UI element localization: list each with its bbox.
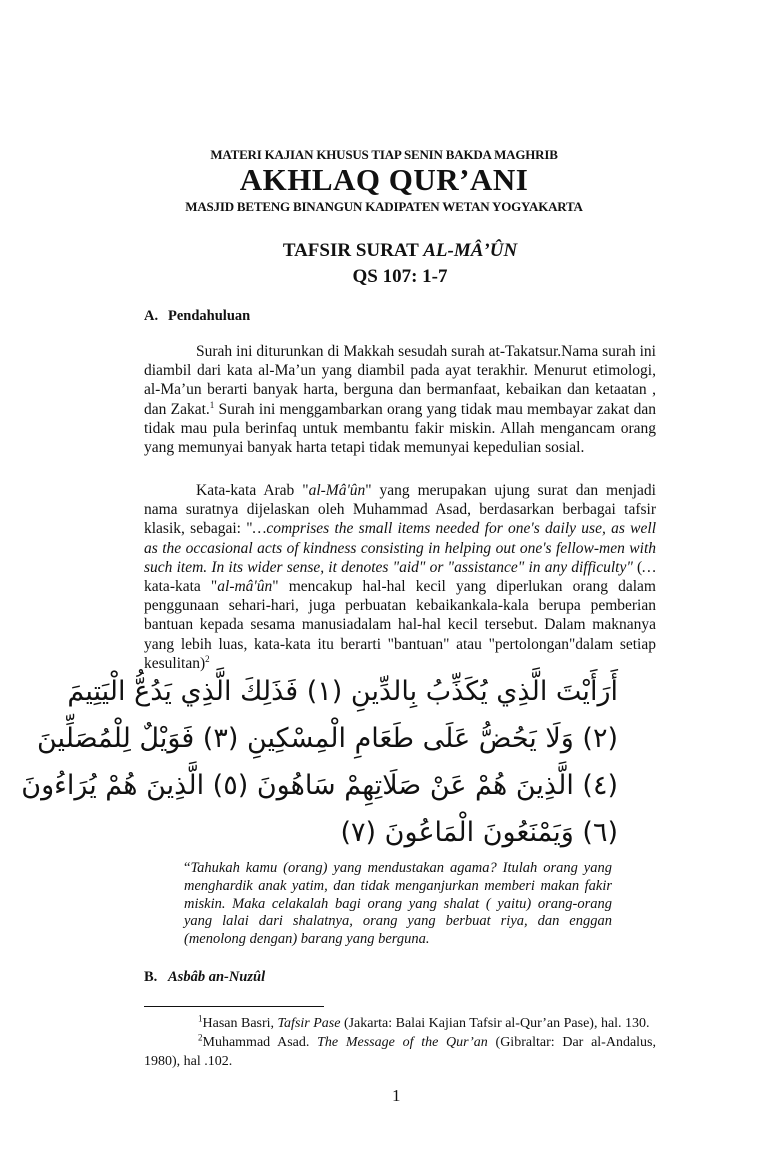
- p2-term-2: al-mâ'ûn: [217, 578, 273, 596]
- arabic-verses: [21, 668, 618, 856]
- tafsir-surah-name: AL-MÂ’ÛN: [423, 240, 518, 261]
- footnote-1-text-a: Hasan Basri,: [202, 1016, 278, 1031]
- tafsir-title-prefix: TAFSIR SURAT: [282, 240, 424, 261]
- footnote-1-text-b: (Jakarta: Balai Kajian Tafsir al-Qur’an Pase), hal. 130.: [340, 1016, 650, 1031]
- arabic-line-3: (٤) الَّذِينَ هُمْ عَنْ صَلَاتِهِمْ سَاهُونَ (٥) الَّذِينَ هُمْ يُرَاءُونَ: [21, 770, 618, 801]
- p2-english-quote: …comprises the small items needed for one's daily use, as well as the occasional acts of kindness consisting in helping out one's fellow-men with such item. In its wider sense, it denotes "aid" or "assistance" in any difficulty": [144, 520, 656, 576]
- arabic-line-1: أَرَأَيْتَ الَّذِي يُكَذِّبُ بِالدِّينِ (١) فَذَلِكَ الَّذِي يَدُعُّ الْيَتِيمَ: [67, 676, 618, 707]
- footnotes: [144, 1014, 656, 1071]
- p2-text-a: Kata-kata Arab ": [196, 482, 309, 499]
- footnote-2-number: 2: [198, 1032, 203, 1043]
- page-number: 1: [392, 1086, 401, 1105]
- arabic-line-4: (٦) وَيَمْنَعُونَ الْمَاعُونَ (٧): [340, 817, 618, 848]
- footnote-1-title: Tafsir Pase: [277, 1016, 341, 1031]
- document-title: AKHLAQ QUR’ANI: [239, 162, 529, 197]
- section-b-title: Asbâb an-Nuzûl: [168, 969, 266, 985]
- tafsir-ayat: QS 107: 1-7: [352, 266, 448, 287]
- p2-text-b: " yang merupakan ujung surat dan menjadi nama suratnya dijelaskan oleh Muhammad Asad, berdasarkan berbagai tafsir klasik, sebagai: ": [144, 482, 656, 538]
- footnote-2-title: The Message of the Qur’an: [317, 1035, 488, 1050]
- footnote-ref-2[interactable]: 2: [205, 653, 210, 664]
- tafsir-title: [0, 240, 768, 262]
- header-line-1: MATERI KAJIAN KHUSUS TIAP SENIN BAKDA MAGHRIB: [210, 147, 558, 162]
- header-line-3: MASJID BETENG BINANGUN KADIPATEN WETAN YOGYAKARTA: [185, 199, 583, 214]
- p2-text-d: kata-kata ": [144, 578, 218, 596]
- p2-ellipsis: …: [642, 558, 656, 576]
- p1-text-1: Surah ini diturunkan di Makkah sesudah surah at-Takatsur.Nama surah ini diambil dari kata al-Ma’un yang diambil pada ayat terakhir. Menurut etimologi, al-Ma’un berarti banyak harta, berguna dan bermanfaat, kebaikan dan ketaatan , dan Zakat.: [144, 343, 656, 418]
- translation-quote: [184, 860, 612, 949]
- arabic-line-2: (٢) وَلَا يَحُضُّ عَلَى طَعَامِ الْمِسْكِينِ (٣) فَوَيْلٌ لِلْمُصَلِّينَ: [37, 723, 618, 754]
- footnote-1-number: 1: [198, 1013, 203, 1024]
- translation-text: Tahukah kamu (orang) yang mendustakan agama? Itulah orang yang menghardik anak yatim, dan tidak menganjurkan memberi makan fakir miskin. Maka celakalah bagi orang yang shalat ( yaitu) orang-orang yang lalai dari shalatnya, orang yang berbuat riya, dan enggan (menolong dengan) barang yang berguna.: [184, 860, 612, 948]
- p2-text-c: (: [632, 558, 643, 576]
- footnote-1: [144, 1014, 656, 1033]
- section-a-title: Pendahuluan: [168, 308, 251, 324]
- translation-open-quote: “: [184, 860, 191, 876]
- footnote-ref-1[interactable]: 1: [209, 399, 215, 410]
- p2-term: al-Mâ'ûn: [308, 482, 366, 499]
- section-a-label: A.: [144, 308, 159, 324]
- section-a-heading: [144, 308, 250, 325]
- section-a-paragraph-2: [144, 481, 656, 673]
- section-a-paragraph-1: [144, 342, 656, 457]
- section-b-label: B.: [144, 969, 158, 985]
- footnote-2-text-a: Muhammad Asad.: [202, 1035, 318, 1050]
- footnote-2: [144, 1033, 656, 1071]
- footnote-2-text-b: (Gibraltar: Dar al-Andalus, 1980), hal .102.: [144, 1035, 656, 1069]
- footnote-divider: [144, 1006, 324, 1007]
- p2-text-e: " mencakup hal-hal kecil yang diperlukan orang dalam penggunaan sehari-hari, juga perbuatan kebaikankala-kala berupa pemberian bantuan kepada sesama manusiadalam hal-hal kecil tersebut. Dalam maknanya yang lebih luas, kata-kata itu berarti "bantuan" atau "pertolongan"dalam setiap kesulitan): [144, 578, 656, 672]
- section-b-heading: [144, 969, 265, 986]
- p1-text-2: Surah ini menggambarkan orang yang tidak mau membayar zakat dan tidak mau pula berinfaq untuk membantu fakir miskin. Allah mengancam orang yang memunyai banyak harta tetapi tidak memunyai kepedulian sosial.: [144, 400, 657, 457]
